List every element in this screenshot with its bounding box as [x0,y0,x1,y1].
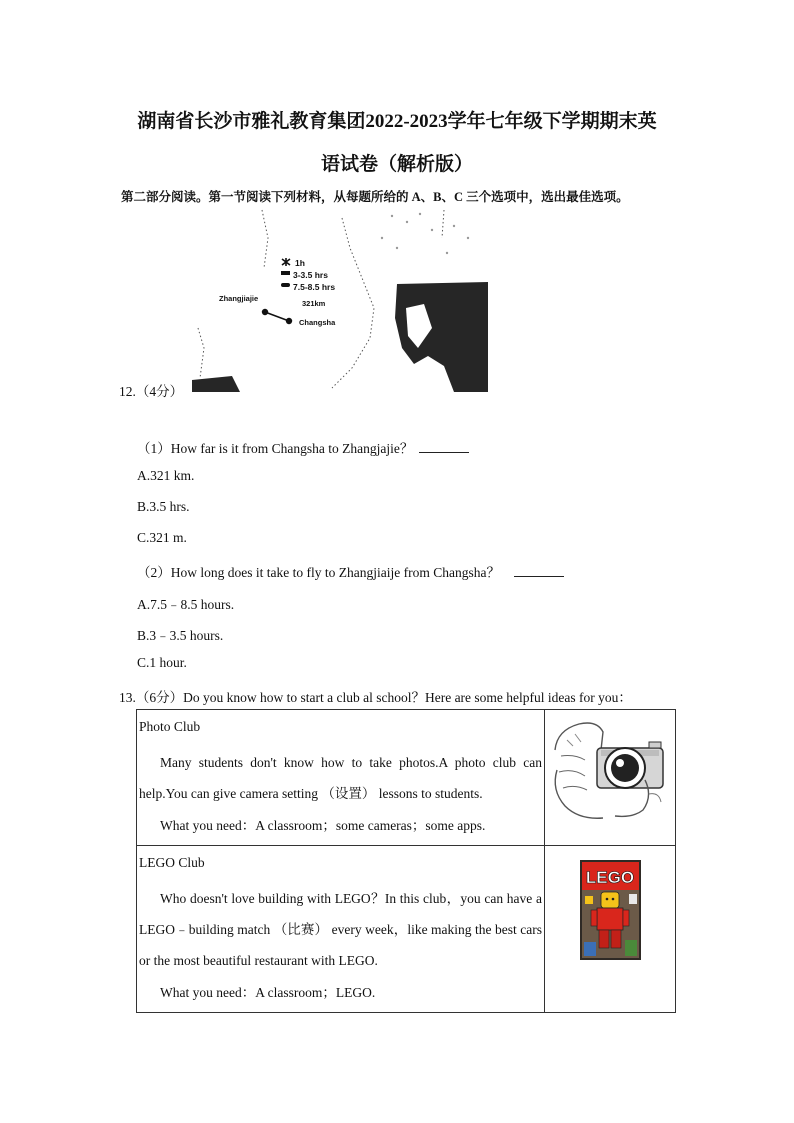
table-row [137,710,676,846]
city-dot-changsha [286,318,292,324]
page-title: 湖南省长沙市雅礼教育集团2022-2023学年七年级下学期期末英 [137,111,657,132]
city-label-zhangjiajie: Zhangjiajie [219,294,259,303]
legend-train-time: 3-3.5 hrs [293,270,328,280]
question-12-1 [137,437,469,457]
question-12-2 [137,561,564,581]
option-c: C.321 m. [137,530,187,545]
train-icon [281,271,290,275]
option-a: A.321 km. [137,468,195,483]
club-name: Photo Club [139,719,201,734]
option-c: C.1 hour. [137,655,187,670]
question-text: （2）How long does it take to fly to Zhangjiaije from Changsha？ [137,565,500,580]
club-name: LEGO Club [139,855,205,870]
map-figure [192,208,488,392]
question-text: （1）How far is it from Changsha to Zhangjajie？ [137,441,414,456]
answer-blank[interactable] [419,440,469,453]
option-a: A.7.5﹣8.5 hours. [137,597,235,612]
lego-club-text [137,846,545,1013]
car-icon [281,283,290,287]
answer-blank[interactable] [514,564,564,577]
camera-icon [545,710,675,836]
clubs-table [136,709,676,1013]
photo-club-picture [545,710,676,846]
club-needs: What you need：A classroom；some cameras；some apps. [160,818,486,833]
page-title-line2: 语试卷（解析版） [320,154,473,175]
city-dot-zhangjiajie [262,309,268,315]
legend-flight-time: 1h [295,258,305,268]
legend-car-time: 7.5-8.5 hrs [293,282,336,292]
distance-label: 321km [302,299,326,308]
question-13-label: 13.（6分）Do you know how to start a club al school？Here are some helpful ideas for you： [119,690,632,705]
airplane-icon [282,258,290,266]
question-12-label: 12.（4分） [119,384,184,399]
club-needs: What you need：A classroom；LEGO. [160,985,376,1000]
lego-logo: LEGO [585,868,635,887]
club-body: Many students don't know how to take photos.A photo club can help.You can give camera setting （设置） lessons to students. [139,755,542,801]
option-b: B.3﹣3.5 hours. [137,628,224,643]
club-body: Who doesn't love building with LEGO？In this club，you can have a LEGO﹣building match （比赛） every week，like making the best cars or the most beautiful restaurant with LEGO. [139,891,542,968]
lego-box-image [545,846,675,996]
section-instruction: 第二部分阅读。第一节阅读下列材料，从每题所给的 A、B、C 三个选项中，选出最佳选项。 [121,190,629,204]
photo-club-text [137,710,545,846]
table-row [137,846,676,1013]
lego-club-picture [545,846,676,1013]
city-label-changsha: Changsha [299,318,336,327]
route-line [265,312,289,321]
option-b: B.3.5 hrs. [137,499,190,514]
